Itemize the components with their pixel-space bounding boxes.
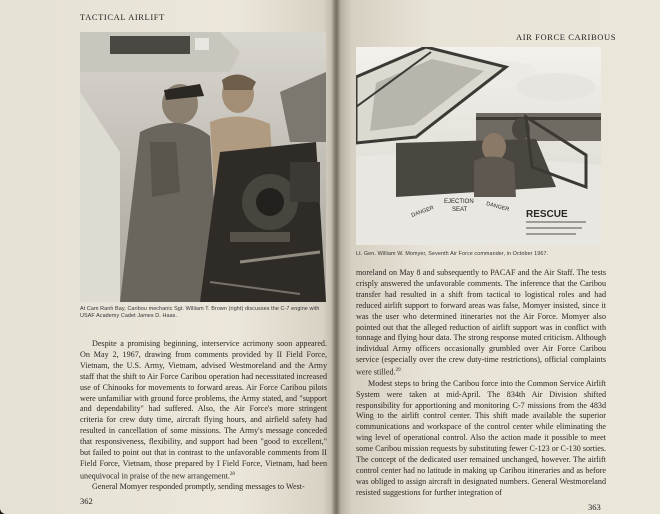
paragraph: General Momyer responded promptly, sending messages to West- bbox=[92, 482, 305, 492]
paragraph bbox=[356, 268, 606, 379]
paragraph: Modest steps to bring the Caribou force into the Common Service Airlift System were taken at mid-April. The 834th Air Division shifted responsibility for apportioning and monitoring C-7 missions from the 483d Wing to the airlift control center. This shift made available the superior communications and workspace of the control center while eliminating the wing level of operational control. Also the action made it possible to meet some Caribou mission requests by substituting fewer C-123 or C-130 sorties. The concept of the dedicated user remained unchanged, however. The airlift control center had no latitude in making up Caribou itineraries and as before was obliged to assign aircraft in designated numbers. General Westmoreland resisted suggestions for further integration of bbox=[356, 378, 606, 497]
paragraph-text: Despite a promising beginning, interservice acrimony soon appeared. On May 2, 1967, drawing from comments provided by II Field Force, Vietnam, the U.S. Army, Vietnam, advised Westmoreland and the Army staff that the shift to Air Force Caribou operation had necessitated increased use of Chinooks for movements to forward areas. Air Force Caribou pilots were unfamiliar with ground force problems, the Army stated, and "support and dependability" had suffered. Also, the Air Force's more stringent criteria for crew duty time, aircraft flying hours, and airfield safety had resulted in cancellation of some missions. The Army's message conceded that responsiveness, flexibility, and support had been "good to excellent," but failed to point out that in contrast to the unfavorable comments from II Field Force, Vietnam, those prepared by I Field Force, Vietnam, had been unequivocal in praise of the new arrangement. bbox=[80, 339, 327, 481]
photo-two-men-engine-icon bbox=[80, 32, 326, 302]
rescue-marking: RESCUE bbox=[526, 209, 568, 220]
momyer-cockpit-photo bbox=[356, 47, 601, 245]
caribou-mechanic-photo bbox=[80, 32, 326, 302]
danger-marking-left: DANGER bbox=[410, 205, 435, 219]
body-text-right bbox=[356, 268, 606, 499]
photo-caption-right: Lt. Gen. William W. Momyer, Seventh Air Force commander, in October 1967. bbox=[356, 251, 549, 257]
book-spine bbox=[331, 0, 341, 514]
paragraph bbox=[80, 339, 327, 482]
page-number-right: 363 bbox=[588, 502, 601, 512]
danger-marking-right: DANGER bbox=[485, 201, 510, 214]
photo-caption-left: At Cam Ranh Bay, Caribou mechanic Sgt. William T. Brown (right) discusses the C-7 engine with USAF Academy Cadet James D. Haas. bbox=[80, 306, 320, 319]
right-page bbox=[336, 0, 660, 514]
ejection-marking: EJECTION bbox=[444, 199, 474, 205]
paragraph-text: moreland on May 8 and subsequently to PACAF and the Air Staff. The tests crisply answered the unfavorable comments. The inference that the Caribou transfer had resulted in a shift from tactical to logistical roles and had reduced airlift support to forward areas was false, Momyer insisted, since it was the user who determined itineraries not the Air Force. Momyer also pointed out that the alleged reduction of airlift support was in conflict with tonnage and flying hour data. The strong response muted criticism. Although individual Army officers occasionally grumbled over Air Force Caribou service (especially over the crew duty-time restrictions), official complaints were stilled. bbox=[356, 268, 606, 377]
page-number-left: 362 bbox=[80, 496, 93, 506]
seat-marking: SEAT bbox=[452, 207, 468, 213]
body-text-left bbox=[80, 339, 327, 493]
running-head-right: AIR FORCE CARIBOUS bbox=[516, 32, 617, 42]
footnote-marker: 28 bbox=[229, 471, 235, 477]
footnote-marker: 29 bbox=[395, 368, 401, 374]
photo-cockpit-icon bbox=[356, 47, 601, 245]
running-head-left: TACTICAL AIRLIFT bbox=[80, 12, 165, 22]
